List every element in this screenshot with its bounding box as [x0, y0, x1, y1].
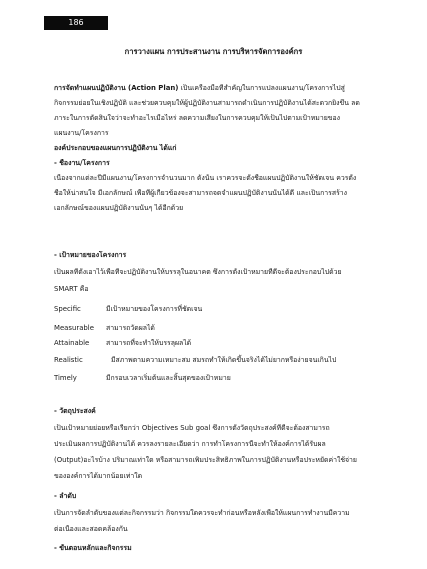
section-objective-line-3: (Output)อะไรบ้าง ปริมาณเท่าใด หรือสามารถเพิ่มประสิทธิภาพในการปฏิบัติงานหรือประหยัดค่าใช้จ่าย [54, 456, 357, 464]
smart-term-measurable: Measurable [54, 324, 94, 332]
smart-desc-measurable: สามารถวัดผลได้ [106, 324, 155, 332]
section-steps-heading: - ขั้นตอนหลักและกิจกรรม [54, 544, 132, 552]
smart-desc-realistic: มีสภาพตามความเหมาะสม สมรถทำให้เกิดขึ้นจริงได้ไม่ยากหรือง่ายจนเกินไป [111, 356, 337, 364]
page-number-badge: 186 [44, 16, 108, 30]
intro-line-2: กิจกรรมย่อยในเชิงปฏิบัติ และช่วยควบคุมให้ผู้ปฏิบัติงานสามารถดำเนินการปฏิบัติงานได้สะดวกยิ่งขึ้น ลด [54, 99, 360, 107]
section-objective-line-4: ขององค์การได้มากน้อยเท่าใด [54, 472, 143, 480]
section-goal-heading: - เป้าหมายของโครงการ [54, 251, 127, 259]
intro-line-4: แผนงาน/โครงการ [54, 129, 109, 137]
smart-term-realistic: Realistic [54, 356, 83, 364]
section-objective-line-2: ประเมินผลการปฏิบัติงานได้ ควรลงรายละเอียดว่า การทำโครงการนี้จะทำให้องค์การได้รับผล [54, 440, 326, 448]
section-order-heading: - ลำดับ [54, 492, 77, 500]
smart-term-attainable: Attainable [54, 339, 90, 347]
smart-desc-timely: มีกรอบเวลาเริ่มต้นและสิ้นสุดของเป้าหมาย [106, 374, 231, 382]
section-name-line-1: เนื่องจากแต่ละปีมีแผนงาน/โครงการจำนวนมาก ดังนั้น เราควรจะตั้งชื่อแผนปฏิบัติงานให้ชัดเจน ควรตั้ง [54, 174, 357, 182]
components-heading: องค์ประกอบของแผนการปฏิบัติงาน ได้แก่ [54, 144, 177, 152]
smart-term-specific: Specific [54, 305, 81, 313]
page-title: การวางแผน การประสานงาน การบริหารจัดการองค์กร [124, 47, 303, 56]
section-name-line-2: ชื่อให้น่าสนใจ มีเอกลักษณ์ เพื่อที่ผู้เกี่ยวข้องจะสามารถจดจำแผนปฏิบัติงานนั้นได้ดี และเป็นการสร้าง [54, 189, 348, 197]
section-name-line-3: เอกลักษณ์ของแผนปฏิบัติงานนั้นๆ ได้อีกด้วย [54, 204, 184, 212]
section-name-heading: - ชื่องาน/โครงการ [54, 159, 110, 167]
smart-desc-attainable: สามารถที่จะทำให้บรรลุผลได้ [106, 339, 192, 347]
section-goal-line-2: SMART คือ [54, 285, 89, 293]
section-order-line-2: ต่อเนื่องและสอดคล้องกัน [54, 525, 128, 533]
intro-line-1 [54, 84, 376, 93]
intro-lead: การจัดทำแผนปฏิบัติงาน (Action Plan) [54, 84, 179, 92]
intro-line-1-text: เป็นเครื่องมือที่สำคัญในการแปลงแผนงาน/โครงการไปสู่ [178, 84, 345, 92]
section-objective-heading: - วัตถุประสงค์ [54, 407, 96, 415]
smart-term-timely: Timely [54, 374, 77, 382]
section-goal-line-1: เป็นผลที่ตั้งเอาไว้เพื่อที่จะปฏิบัติงานให้บรรลุในอนาคต ซึ่งการตั้งเป้าหมายที่ดีจะต้องประกอบไปด้วย [54, 268, 342, 276]
smart-desc-specific: มีเป้าหมายของโครงการที่ชัดเจน [106, 305, 203, 313]
section-objective-line-1: เป็นเป้าหมายย่อยหรือเรียกว่า Objectives Sub goal ซึ่งการตั้งวัตถุประสงค์ที่ดีจะต้องสามารถ [54, 424, 330, 432]
intro-line-3: ภาระในการตัดสินใจว่าจะทำอะไรเมื่อไหร่ ลดความเสี่ยงในการควบคุมให้เป็นไปตามเป้าหมายของ [54, 114, 340, 122]
section-order-line-1: เป็นการจัดลำดับของแต่ละกิจกรรมว่า กิจกรรมใดควรจะทำก่อนหรือหลังเพื่อให้แผนการทำงานมีความ [54, 509, 350, 517]
